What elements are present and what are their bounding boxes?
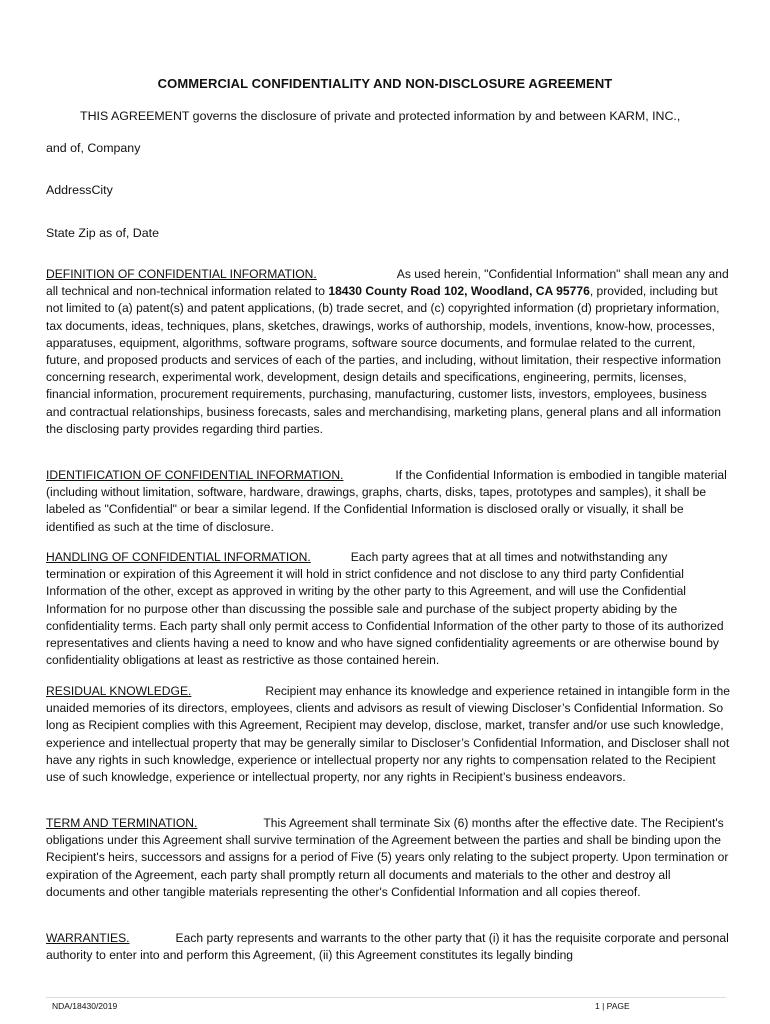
definition-body: , provided, including but not limited to (a) patent(s) and patent applications, (b) trade secret, and (c) copyrighted information (d) proprietary information, tax documents, ideas, techniques, plans, sketches, drawings, works of authorship, models, inventions, know-how, processes, apparatuses, equipment, algorithms, software programs, software source documents, and formulae related to the current, future, and proposed products and services of each of the parties, and including, without limitation, their respective information concerning research, experimental work, development, design details and specifications, engineering, permits, licenses, financial information, procurement requirements, purchasing, manufacturing, customer lists, investors, employees, business and contractual relationships, business forecasts, sales and merchandising, marketing plans, general plans and all information the disclosing party provides regarding third parties.: [46, 284, 721, 436]
definition-heading: DEFINITION OF CONFIDENTIAL INFORMATION.: [46, 267, 317, 281]
intro-paragraph: THIS AGREEMENT governs the disclosure of private and protected information by and between KARM, INC.,: [80, 109, 681, 123]
page-number: 1 | PAGE: [595, 1001, 630, 1011]
identification-section: [46, 467, 730, 536]
residual-heading: RESIDUAL KNOWLEDGE.: [46, 684, 192, 698]
warranties-section: [46, 930, 730, 964]
handling-heading: HANDLING OF CONFIDENTIAL INFORMATION.: [46, 550, 311, 564]
definition-section: [46, 266, 730, 438]
definition-lead: As used herein, "Confidential Information" shall mean any and all technical and non-technical information related to: [46, 267, 729, 299]
address-line: [46, 183, 736, 197]
state-line: [46, 226, 736, 240]
company-label: of, Company: [70, 141, 141, 155]
residual-section: [46, 683, 730, 786]
warranties-heading: WARRANTIES.: [46, 931, 130, 945]
party-line: [46, 141, 736, 155]
and-label: and: [46, 141, 67, 155]
footer-divider: [46, 997, 726, 998]
date-label: as of, Date: [99, 226, 159, 240]
zip-label: Zip: [78, 226, 96, 240]
identification-heading: IDENTIFICATION OF CONFIDENTIAL INFORMATION.: [46, 468, 344, 482]
property-address: 18430 County Road 102, Woodland, CA 95776: [328, 284, 590, 299]
city-label: City: [91, 183, 113, 197]
term-body: This Agreement shall terminate Six (6) months after the effective date. The Recipient's obligations under this Agreement shall survive termination of the Agreement between the parties and shall be binding upon the Recipient's heirs, successors and assigns for a period of Five (5) years only relating to the subject property. Upon termination or expiration of the Agreement, each party shall promptly return all documents and materials to the other and destroy all documents and other tangible materials representing the other's Confidential Information and all copies thereof.: [46, 816, 729, 899]
state-label: State: [46, 226, 75, 240]
handling-body: Each party agrees that at all times and notwithstanding any termination or expiration of this Agreement it will hold in strict confidence and not disclose to any third party Confidential Information of the other, except as approved in writing by the other party to this Agreement, and will use the Confidential Information for no purpose other than discussing the possible sale and purchase of the subject property abiding by the confidentiality terms. Each party shall only permit access to Confidential Information of the other party to those of its authorized representatives and clients having a need to know and who have signed confidentiality agreements or are otherwise bound by confidentiality obligations at least as restrictive as those contained herein.: [46, 550, 724, 668]
term-heading: TERM AND TERMINATION.: [46, 816, 198, 830]
residual-body: Recipient may enhance its knowledge and experience retained in intangible form in the unaided memories of its directors, employees, clients and advisors as result of viewing Discloser’s Confidential Information. So long as Recipient complies with this Agreement, Recipient may develop, disclose, market, transfer and/or use such knowledge, experience and intellectual property that may be generally similar to Discloser’s Confidential Information, and Discloser shall not have any rights in such knowledge, experience or intellectual property nor any rights to compensation related to the Recipient use of such knowledge, experience or intellectual property, nor any rights in Recipient’s business endeavors.: [46, 684, 730, 785]
handling-section: [46, 549, 730, 669]
term-section: [46, 815, 730, 901]
identification-body: If the Confidential Information is embodied in tangible material (including without limitation, software, hardware, drawings, graphs, charts, disks, tapes, prototypes and samples), it shall be labeled as "Confidential" or bear a similar legend. If the Confidential Information is disclosed orally or visually, it shall be identified as such at the time of disclosure.: [46, 468, 727, 534]
address-label: Address: [46, 183, 92, 197]
document-title: COMMERCIAL CONFIDENTIALITY AND NON-DISCLOSURE AGREEMENT: [157, 76, 613, 91]
warranties-body: Each party represents and warrants to the other party that (i) it has the requisite corporate and personal authority to enter into and perform this Agreement, (ii) this Agreement constitutes its legally binding: [46, 931, 729, 963]
document-id: NDA/18430/2019: [52, 1001, 118, 1011]
